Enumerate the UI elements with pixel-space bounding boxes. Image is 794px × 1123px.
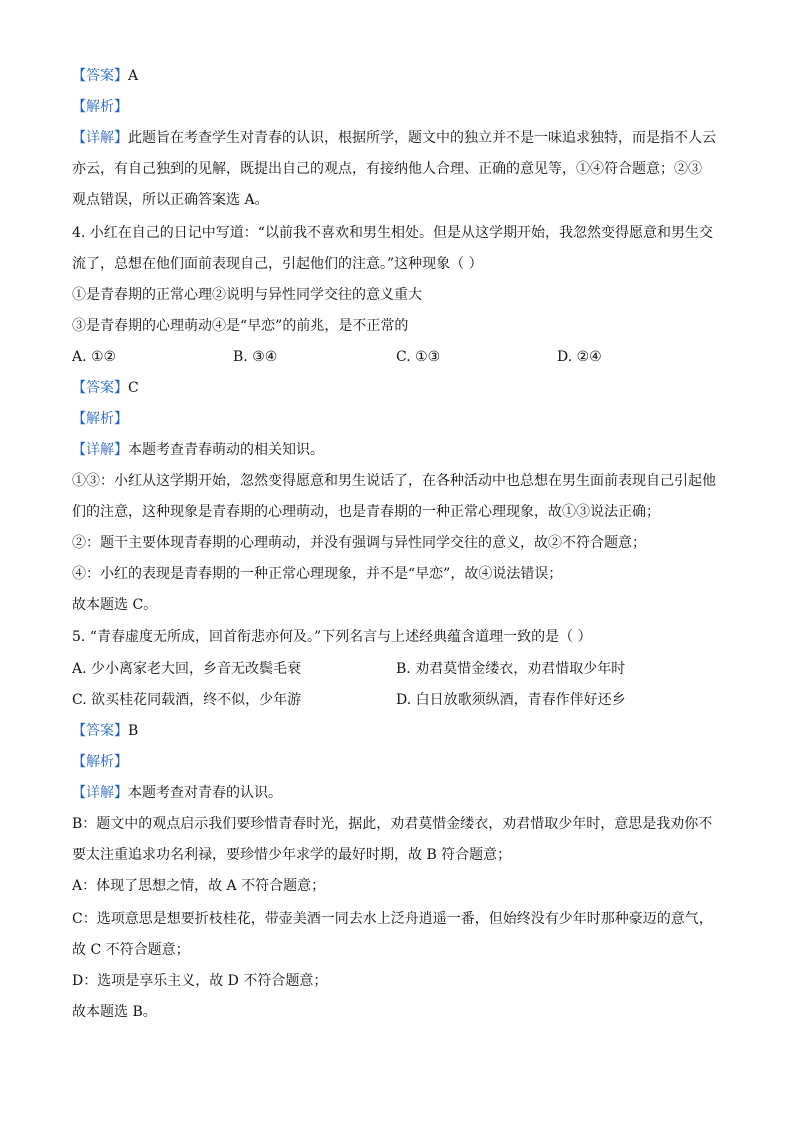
q4-detail-tag: 【详解】: [72, 442, 128, 458]
q4-analysis-tag: 【解析】: [72, 411, 128, 427]
q5-stem: 5. “青春虚度无所成，回首衔悲亦何及。”下列名言与上述经典蕴含道理一致的是（ ）: [72, 629, 592, 645]
q4-statement-1: ①是青春期的正常心理②说明与异性同学交往的意义重大: [72, 287, 422, 303]
q5-detail-line-4: C：选项意思是想要折枝桂花，带壶美酒一同去水上泛舟逍遥一番，但始终没有少年时那种豪迈的意气，: [72, 911, 713, 927]
q4-statement-2: ③是青春期的心理萌动④是“早恋”的前兆，是不正常的: [72, 318, 409, 334]
q5-detail-line-2: 要太注重追求功名利禄，要珍惜少年求学的最好时期，故 B 符合题意；: [72, 847, 512, 863]
q5-detail-first-text: 本题考查对青春的认识。: [128, 785, 282, 801]
q4-detail-line-4: ④：小红的表现是青春期的一种正常心理现象，并不是“早恋”，故④说法错误；: [72, 566, 563, 582]
q4-option-c: C. ①③: [396, 349, 441, 365]
q3-detail-tag: 【详解】: [72, 130, 128, 146]
q5-detail-line-5: 故 C 不符合题意；: [72, 942, 190, 958]
q4-stem-line-2: 流了，总想在他们面前表现自己，引起他们的注意。”这种现象（ ）: [72, 256, 483, 272]
q3-answer-tag: 【答案】: [72, 68, 128, 84]
q5-analysis-tag: 【解析】: [72, 754, 128, 770]
q5-answer-tag: 【答案】: [72, 723, 128, 739]
q3-detail-line-3: 观点错误，所以正确答案选 A。: [72, 192, 269, 208]
q5-detail-line-7: 故本题选 B。: [72, 1004, 157, 1020]
q5-answer-value: B: [128, 723, 139, 739]
q4-detail-first: [72, 439, 324, 461]
q4-option-a: A. ①②: [72, 349, 117, 365]
q5-option-d: D. 白日放歌须纵酒，青春作伴好还乡: [396, 692, 626, 708]
q4-answer-line: [72, 377, 139, 399]
q4-detail-first-text: 本题考查青春萌动的相关知识。: [128, 442, 324, 458]
q5-option-c: C. 欲买桂花同载酒，终不似，少年游: [72, 692, 302, 708]
q5-detail-line-1: B：题文中的观点启示我们要珍惜青春时光，据此，劝君莫惜金缕衣，劝君惜取少年时，意思是我劝你不: [72, 816, 713, 832]
q3-answer-value: A: [128, 68, 139, 84]
q4-answer-tag: 【答案】: [72, 380, 128, 396]
q5-option-a: A. 少小离家老大回，乡音无改鬓毛衰: [72, 661, 302, 677]
q5-option-b: B. 劝君莫惜金缕衣，劝君惜取少年时: [396, 661, 626, 677]
q4-detail-line-1: ①③：小红从这学期开始，忽然变得愿意和男生说话了，在各种活动中也总想在男生面前表现自己引起他: [72, 473, 716, 489]
q4-option-b: B. ③④: [233, 349, 278, 365]
q4-stem-line-1: 4. 小红在自己的日记中写道：“以前我不喜欢和男生相处。但是从这学期开始，我忽然变得愿意和男生交: [72, 225, 713, 241]
q4-detail-line-5: 故本题选 C。: [72, 597, 158, 613]
q5-detail-line-3: A：体现了思想之情，故 A 不符合题意；: [72, 878, 326, 894]
q4-detail-line-3: ②：题干主要体现青春期的心理萌动，并没有强调与异性同学交往的意义，故②不符合题意；: [72, 535, 646, 551]
q3-answer-line: [72, 65, 138, 87]
q3-analysis-tag: 【解析】: [72, 99, 128, 115]
q5-detail-tag: 【详解】: [72, 785, 128, 801]
q4-detail-line-2: 们的注意，这种现象是青春期的心理萌动，也是青春期的一种正常心理现象，故①③说法正确；: [72, 504, 660, 520]
q5-answer-line: [72, 720, 138, 742]
q3-detail-line-2: 亦云，有自己独到的见解，既提出自己的观点，有接纳他人合理、正确的意见等，①④符合题意；②③: [72, 161, 702, 177]
q5-detail-first: [72, 782, 282, 804]
q3-detail-line-1: [72, 127, 716, 149]
q5-detail-line-6: D：选项是享乐主义，故 D 不符合题意；: [72, 973, 328, 989]
q3-detail-text-1: 此题旨在考查学生对青春的认识，根据所学，题文中的独立并不是一味追求独特，而是指不人云: [128, 130, 716, 146]
q4-option-d: D. ②④: [557, 349, 602, 365]
q4-answer-value: C: [128, 380, 139, 396]
